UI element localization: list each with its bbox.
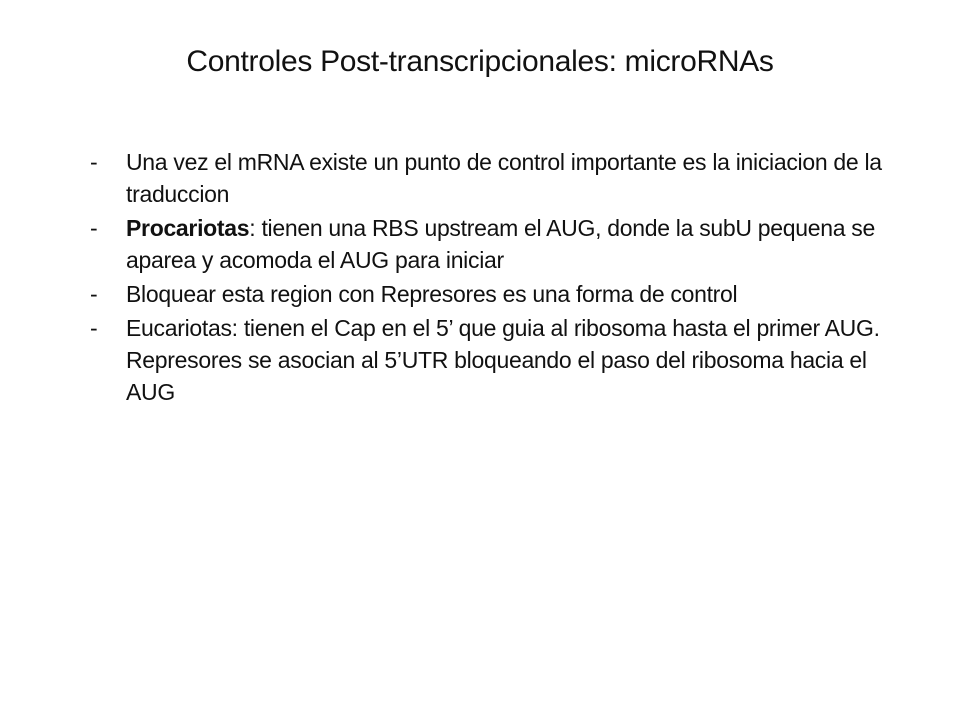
bullet-item-initiation <box>88 146 918 210</box>
bullet-marker: - <box>90 315 98 341</box>
bullet-marker: - <box>90 281 98 307</box>
bullet-text: : tienen una RBS upstream el AUG, donde la subU pequena se aparea y acomoda el AUG para iniciar <box>126 215 876 273</box>
bullet-marker: - <box>90 149 98 175</box>
bullet-text: Eucariotas: tienen el Cap en el 5’ que guia al ribosoma hasta el primer AUG. Represores se asocian al 5’UTR bloqueando el paso del ribosoma hacia el AUG <box>126 315 880 405</box>
bullet-bold-term: Procariotas <box>126 215 250 241</box>
bullet-text: Una vez el mRNA existe un punto de control importante es la iniciacion de la traduccion <box>126 149 882 207</box>
bullet-item-eukaryotes <box>88 312 918 408</box>
bullet-marker: - <box>90 215 98 241</box>
bullet-list <box>88 146 918 410</box>
bullet-item-prokaryotes <box>88 212 918 276</box>
bullet-text: Bloquear esta region con Represores es una forma de control <box>126 281 738 307</box>
slide-title: Controles Post-transcripcionales: microRNAs <box>186 45 774 78</box>
bullet-item-repressors <box>88 278 918 310</box>
